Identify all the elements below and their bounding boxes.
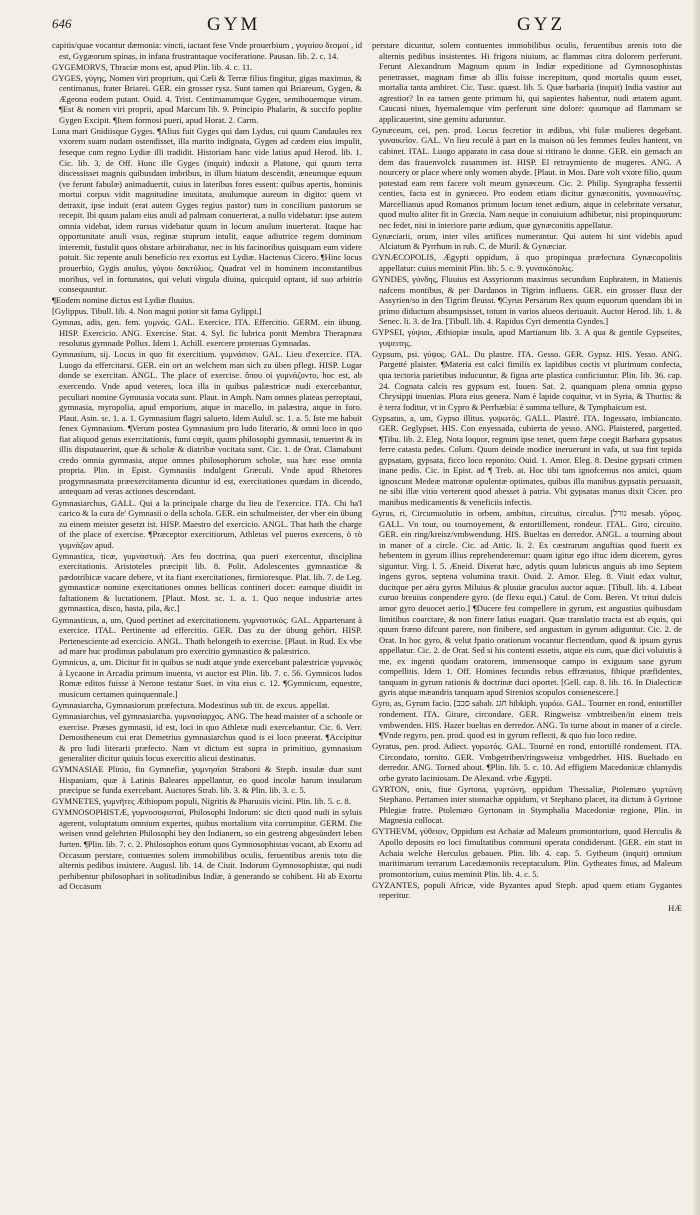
dictionary-entry: GYPSEI, γύψιοι, Æthiopiæ insula, apud Martianum lib. 3. A qua & gentile Gypseites, γυψειτης. [372, 327, 682, 348]
dictionary-entry: Gypsatus, a, um, Gypso illitus. γυψωτός. GALL. Plastré. ITA. Ingessato, imbiancato. GER. Geglypset. HIS. Con enyessada, cubierta de yesso. ANG. Plaistered, pargetted. ¶Tibu. lib. 2. Eleg. Nota loquor, regnum ipse tenet, quem fæpe coegit Barbara gypsatos ferre catasta pedes. Colum. Quum deinde modice ineruerunt in vafa, ut sua fint tepida gypsatam, gypsata, ficco loco reponito. Ouid. 1. Amor. Eleg. 8. Desine gypsati crimen inane pedis. Cic. in Epist. ad ¶ Treb. at. Hoc tibi tam ignofcemus nos amici, quam ignoscunt Medeæ matronæ opulentæ optimates, quibus illa manibus gypsatis persuasit, ne sibi illæ vitio verterent quod abesset à patria. Vbi gypsatas manus dixit Cicer. pro manibus medicamentis & veneficiis infectis. [372, 412, 682, 508]
dictionary-entry: Gynæciarii, orum, inter viles artifices numerantur. Qui autem hi sint videbis apud Alciatum & Pyrrhum in rub. C. de Muril. & Gynæciar. [372, 230, 682, 252]
dictionary-entry: Gymnas, adis, gen. fem. γυμνάς. GAL. Exercice. ITA. Effercitio. GERM. ein übung. HISP. Exercicio. ANG. Exercise. Stat. 4. Syl. fic lubrica ponit Membra Therapnæa resolutus gymnade Pollux. Idem 1. Achill. exercere proteruas Gymnadas. [52, 317, 362, 349]
dictionary-entry: GYGEMORVS, Thraciæ mons est, apud Plin. lib. 4. c. 11. [52, 61, 253, 72]
dictionary-entry: Gyratus, pen. prod. Adiect. γυρωτός. GAL. Tourné en rond, entortillé rondement. ITA. Circondato, tornito. GER. Vmbgetriben/ringsweisz vmbgedrhet. HIS. Bueltado en derredor. ANG. Torned about. ¶Plin. lib. 5. c. 10. Ad effigiem Macedonicæ chlamydis orbe gyrato laciniosam. De Alexand. vrbe Ægypti. [372, 741, 682, 783]
dictionary-entry: Gypsum, psi. γύψος. GAL. Du plastre. ITA. Gesso. GER. Gypsz. HIS. Yesso. ANG. Pargetté plaister. ¶Materia est calci fimilis ex lapidibus coctis vt plurimum confecta, qua tectoria parietibus inducuntur, & figna arte plastica conficiuntur. Plin. lib. 36. cap. 24. Cognata calcis res gypsum est. Iuuen. Sat. 2. quanquam plena omnia gypso Chrysippi inuenias. Plura eius genera. Nam è lapide coquitur, vt in Syria, & Thuriis: & è terra foditur, vt in Cypro & Perrhæbia: è summa tellure, & Tymphaicum est. [372, 348, 682, 412]
text-columns [52, 40, 682, 1210]
dictionary-entry: GYMNOSOPHISTÆ, γυμνοσοφισταί, Philosophi Indorum: sic dicti quod nudi in syluis agerent, voluptatum omnium expertes, quibus mortalium vita corrumpitur. GERM. Die weisen vnnd gelehrten Philosophi bey den Indianern, so ein gestreng abgesündert leben furten. ¶Plin. lib. 7. c. 2. Philosophos eorum quos Gymnosophistas vocant, ab Exortu ad Occasum perstare, contuentes solem immobilibus oculis, feruentibus arenis toto die alternis pedibus insistere. Augusl. lib. 14. de Ciuit. Indorum Gymnosophistæ, qui nudi perhibentur philosophari in solitudinibus Indiæ, à generando se cohibent. Hi ab Exortu ad Occasum [52, 807, 362, 892]
dictionary-entry: GYTHEVM, γύθειον, Oppidum est Achaiæ ad Maleum promontorium, quod Herculis & Apollo deposits eo loci fimultatibus communi operata condiderunt. [GER. ein statt in Achaia welche Herculus gebauen. Plin. lib. 4. cap. 5. Gytheum (inquit) omnium maritimarum terrarum Lacedæmoniis receptaculum. Plin. Gytheates finus, ad Maleum promontorium, cuius meminit Plin. lib. 4. c. 5. [372, 826, 682, 879]
dictionary-entry: GYMNETES, γυμνῆτες Æthiopum populi, Nigritis & Pharusiis vicini. Plin. lib. 5. c. 8. [52, 796, 351, 807]
dictionary-entry: Gyro, as, Gyrum facio. [סבב sabab. חגג hibkiph. γυρόω. GAL. Tourner en rond, entortiller rondement. ITA. Girare, circondare. GER. Ringweisz vmbtreiben/in einem treis vmbwenden. HIS. Hazer bueltas en derredor. ANG. To turne about in maner of a circle. ¶Vnde regyro, pen. prod. quod est in gyrum reflecti, & quo fuo loco redire. [372, 698, 682, 741]
dictionary-entry: GYNÆCOPOLIS, Ægypti oppidum, à quo propinqua præfectura Gynæcopolitis appellatur: cuius meminit Plin. lib. 5. c. 9. γυναικόπολις. [372, 252, 682, 273]
dictionary-entry: Gymnasium, sij. Locus in quo fit exercitium. γυμνάσιον. GAL. Lieu d'exercice. ITA. Luogo da effercitarsi. GER. ein ort an welchem man sich zu üben pflegt. HISP. Lugar donde se exercitan. ANGL. The place of exercise. ὄπου οἱ γυμνάζοντο, hoc est, ab exercendo. Vnde apud veteres, loca illa in quibus palæstricæ nudi exercebantur, peculiari nomine Gymnasia vocata sunt. Plaut. in Amph. Nam omnes plateas perreptaui, gymnasia, myropolia, apud emporium, atque in macello, in palæstra, atque in foro. Plaut. Asin. sc. 1. a. 1. Gymnasium flagri salueto. Idem Aulul. sc. 1. a. 5. Iste me habuit fenex Gymnasium. ¶Verum postea Gymnasium pro ludo literario, & omni loco in quo fiat aliquod genus exercitationis, fumi cœpit, quum philosophi gymnasii, tenuerint & in illis disputauerint, quæ & scholæ & diatribæ vocitata sunt. Cic. 1. de Orat. Clamabunt credo omnia gymnasia, atque omnes philosophorum scholæ, sua hæc esse omnia propria. Plin. in Epist. Gymnasiis indulgent Græculi. Vnde apud Rhetores progymnasmata præexercitamenta dicuntur id est, exercitationes quædam in dicendo, antequam ad veras actiones descendant. [52, 349, 362, 497]
dictionary-entry: capitis/quae vocantur dæmonia: vincti, iactant fese Vnde prouerbium , γυγαίου δεσμοί , id est, Gygæorum spinas, in infana frustrantaque vociferatione. Pausan. lib. 2. c. 14. [52, 40, 362, 61]
dictionary-entry: [Gylippus. Tibull. lib. 4. Non magni potior sit fama Gylippi.] [52, 306, 262, 317]
dictionary-entry: GYMNASIAE Plinio, fiu Gymnefiæ, γυμνησίαι Straboni & Steph. insulæ duæ sunt Hispaniam, quæ à Latinis Baleares appellantur, eo quod incolæ harum insularum præcipue se funda exercebant. Auctores Strab. lib. 3. & Plin. lib. 3. c. 5. [52, 764, 362, 796]
left-column [52, 40, 362, 1210]
dictionary-entry: Gymnasiarchus, vel gymnasiarcha. γυμνασίαρχος. ANG. The head maister of a schoole or exercise. Præses gymnasii, id est, loci in quo Athletæ nudi exercebantur. Cic. 6. Verr. Demostheneum cui erat Demetrius gymnasiarchus quod is ei loco præerat. ¶Accipitur & pro ludi literarii præfecto. Nam vt dictum est supra in primitiuo, gymnasium generaliter dicitur quiuis locus exercitio alicui destinatus. [52, 710, 362, 764]
dictionary-entry: Gymnasiarcha, Gymnasiorum præfectura. Modestinus sub tit. de excus. appellat. [52, 699, 330, 710]
running-head-left: GYM [207, 14, 261, 35]
dictionary-entry: GYRTON, onis, fiue Gyrtona, γυρτώνη, oppidum Thessaliæ, Ptolemæo γυρτώνη Stephano. Pertamen inter stomachæ oppidum, vt Stephano placet, ita dictum à Gyrtone Phlegiæ fratre. Ptolemæo Gyrtonam in Stymphalia Macedoniæ regione, Plin. in Magnesia collocat. [372, 783, 682, 826]
dictionary-entry: Gymnasiarchus, GALL. Qui a la principale charge du lieu de l'exercice. ITA. Chi ha'l carico & la cura de' Gymnasii o della schola. GER. ein schulmeister, der vber ein übung zu einem meister gesetzt ist. HISP. Maestro del exercicio. ANGL. That hath the charge of the place of exercise. ¶Præceptor exercitiorum, Athletas vel pueros exercens, ὁ τὸ γυμνάζων apud. [52, 497, 362, 550]
dictionary-entry: perstare dicuntur, solem contuentes immobilibus oculis, feruentibus arenis toto die alternis pedibus insistentes. Hi frigora niuium, ac flammas citra dolorem perferunt. Ferunt Alexandrum Magnum quum in Indiæ expeditione ad Gymnosophistas penetrasset, magnam fimæ ab illis fuisse increpitum, quod mortalis quum esset, mortalia tanta ambiret. Cic. Tusc. quæst. lib. 5. Quæ barbaria (inquit) India vastior aut agrestior? In ea tamen gente primum hi, qui sapientes habentur, nudi ætatem agunt. Caucasi niues, hyemalemque vim perferunt sine dolore: quumque ad flammam se applicauerint, sine gemitu aduruntur. [372, 40, 682, 124]
dictionary-entry: GYNDES, γύνδης, Fluuius est Assyriorum maximus secundum Euphratem, in Matienis nafcens montibus, & per Dardanos in Tigrim influens. GER. ein grosser flusz der Assyrien/so in den Tigrim fleusst. ¶Cyrus Persarum Rex quum equorum quendam ibi in primo diductum absumpsisset, totum in varios alueos deriuauit. Auctor Herod. lib. 1. & Senec. li. 3. de Ira. [Tibull. lib. 4. Rapidus Cyri dementia Gyndes.] [372, 274, 682, 327]
right-column [372, 40, 682, 1210]
catchword: HÆ [668, 902, 682, 913]
dictionary-entry: ¶Eodem nomine dictus est Lydiæ fluuius. [52, 295, 195, 306]
running-head-right: GYZ [517, 14, 566, 35]
dictionary-entry: GYZANTES, populi Africæ, vide Byzantes apud Steph. apud quem etiam Gygantes reperitur. [372, 879, 682, 901]
dictionary-entry: Gynæceum, cei, pen. prod. Locus fecretior in ædibus, vbi folæ mulieres degebant. γυναικεῖον. GAL. Vn lieu reculé à part en la maison où les femmes feules hantent, vn cabinet. ITAL. Luogo apparato in casa doue si ritirano le donne. GER. ein gemach an dem das frauenvolck zusammen ist. HISP. El retraymiento de mugeres. ANG. A nourcery or place where only women abyde. [Plaut. in Mos. Dare volt vxore filio, quum potestad eam rem facere volt meum gynæceum. Cic. 2. Philip. Syngrapha fessertii centies, facta est in gynæceo. Pro eodem etiam dicitur gynæconitis, γυναικωνῖτις. Marcellianus apud Romanos primum locum tenet ædium, atque in celebritate versatur, quod multo aliter fit in Græcia. Nam neque in conuiuium adhibetur, nisi propinquorum: nec fedet, nisi in interiore parte ædium, quæ gynæconitis appellatur. [372, 124, 682, 230]
page-number: 646 [52, 16, 72, 31]
dictionary-entry: Gymnastica, ticæ, γυμναστική. Ars feu doctrina, qua pueri exercentur, disciplina exercitationis. Aristoteles præcipit lib. 8. Polit. Adolescentes gymnasticæ & pædotribicæ vacare debere, vt ita fiant exercitationes, firmioresque. Plat. lib. 7. de Leg. gymnasticæ nomine exercitationes omnes bellicas contineri docet: eamque diuidit in faltationem & luctationem. [Plaut. Most. sc. 1. a. 1. Quo neque industriæ artes gymnastica, disco, hasta, pila, &c.] [52, 550, 362, 614]
dictionary-entry: Gyrus, ri, Circumuolutio in orbem, ambitus, circuitus, circulus. [גורל mesab. γῦρος. GALL. Vn tour, ou tournoyement, & entortillement, rondeur. ITAL. Giro, circuito. GER. ein ring/kreisz/vmbwendung. HIS. Bueltas en derredor. ANGL. a tourning about in maner of a circle. Cic. ad Attic. li. 2. Ex cæstrarum anguftias quod fuerit ex hebentem in gyrum illius reprehenderemur: quam igitur ego iftuc idem dicerem, gyros siguntur. Virg. l. 5. Æneid. Dixerat hæc, adytis quum lubricus anguis ab imo Septem ingens gyros, septena volumina traxit. Ouid. 2. Amor. Eleg. 8. Viuit edax vultur, ducitque per aëra gyros Miluius & pluuiæ graculus auctor aquæ. [Tibull. lib. 4. Libeat curuo breuius conpendere gyro. (de flexu equi.) Catul. de Com. Beren. Vt tritui dulcis amor gyro deuocet aerio.] ¶Ducere feu compellere in gyrum, est angustius quibusdam limitibus coarctare, & non finere latius euagari. Quæ translatio tracta est ab equis, qui quum fræno difcunt parere, non finibere, sed angustum in gyrum adiguntur. Cic. 2. de Orat. In hoc gyro, & velut fpatio oratiorum vocantur flectendum, quod & ipsum gyrus appellatur. Cic. 2. de Orat. Sed si his contenti essetis, atque eis cum, quæ dici voluistis à me, ex ingenti quodam oratorem, immensoque campo in exiguum sane gyrum compellitis. Idem 1. Off. Homines fecundis rebus effrænatos, fibique præfidentes, tanquam in gyrum rationis & doctrinæ duci oportet. [Gell. cap. 8. lib. 16. In Dialecticæ gyris atque mæandris tanquam apud Sirenios scopulos consenescere.] [372, 508, 682, 698]
dictionary-entry: Gymnicus, a, um. Dicitur fit in quibus se nudi atque ynde exercebant palæstricæ γυμνικός à Lycaone in Arcadia primum inuenta, vt auctor est Plin. lib. 7. c. 56. Gymnicos ludos Romæ editos fuisse à Nerone testatur Suet. in vita eius c. 12. ¶Gymnicum, equestre, musicum certamen quinquennale.] [52, 657, 362, 699]
dictionary-entry: GYGES, γύγης, Nomen viri proprium, qui Cæli & Terræ filius fingitur, gigas maximus, & centimanus, frater Briarei. GER. ein grosser rysz. Sunt tamen qui Briareum, Gygen, & Ægeona eodem putant. Ouid. 4. Trist. Centimanumque Gygen, semibouemque virum. ¶Est & nomen viri proprii, apud Marcum lib. 9. Principio Phalarin, & succifo poplite Gygen Excipit. ¶Item formosi pueri, apud Horat. 2. Carm. [52, 72, 362, 125]
dictionary-entry: Luna mari Gnidiisque Gyges. ¶Alius fuit Gyges qui dam Lydus, cui quum Candaules rex vxorem suam nudam ostendisset, illa marito indignata, Gygen ad cædem eius impulit, feseque cum regno Lydiæ illi tradidit. Historiam hanc vide latius apud Herod. lib. 1. Cic. lib. 3. de Off. Hunc ille Gyges (inquit) induxit a Platone, qui quum terra discessisset magnis quibusdam imbribus, in illum hiatum descendit, æneumque equum (ve ferunt fabulæ) animaduertit, cuius in lateribus fores essent: quibus apertis, hominis mortui corpus vidit magnitudine inusitata, anulumque aureum in digito: quem vt detraxit, ipse induit (erat autem Gyges regius pastor) tum in concilium pastorum se recepit. Ibi quum palam eius anuli ad palmam conuerterat, a nullo videbatur: ipse autem omnia videbat, idem rursus videbatur quum in locum anulum inuerterat. Itaque hac opportunitate anuli vsus, reginæ stuprum intulit, eaque adiutrice regem dominum interemit, fustulit quos obstare arbitrabatur, nec in his facinoribus quisquam eum videre potuit. Sic repente anuli beneficio rex exortus est Lydiæ. Hactenus Cicero. ¶Hinc locus prouerbio, Gygis anulus, γύγου δακτύλιος. Quadrat vel in hominem inconstantibus moribus, vel in fortunatos, qui veluti virgula diuina, quicquid optant, id suo arbitrio consequuntur. [52, 125, 362, 295]
dictionary-entry: Gymnasticus, a, um, Quod pertinet ad exercitationem. γυμναστικός. GAL. Appartenant à exercice. ITAL. Pertinente ad effercitio. GER. Das zu der übung gehört. HISP. Pertenesciente ad exercicio. ANGL. Thath belongeth to exercise. [Plaut. in Rud. Ex vbe ad mare huc prodimus pabulatum pro exercitio gymnastico & palæstrico. [52, 614, 362, 657]
page-header [52, 14, 682, 40]
binding-shadow [692, 0, 700, 1215]
